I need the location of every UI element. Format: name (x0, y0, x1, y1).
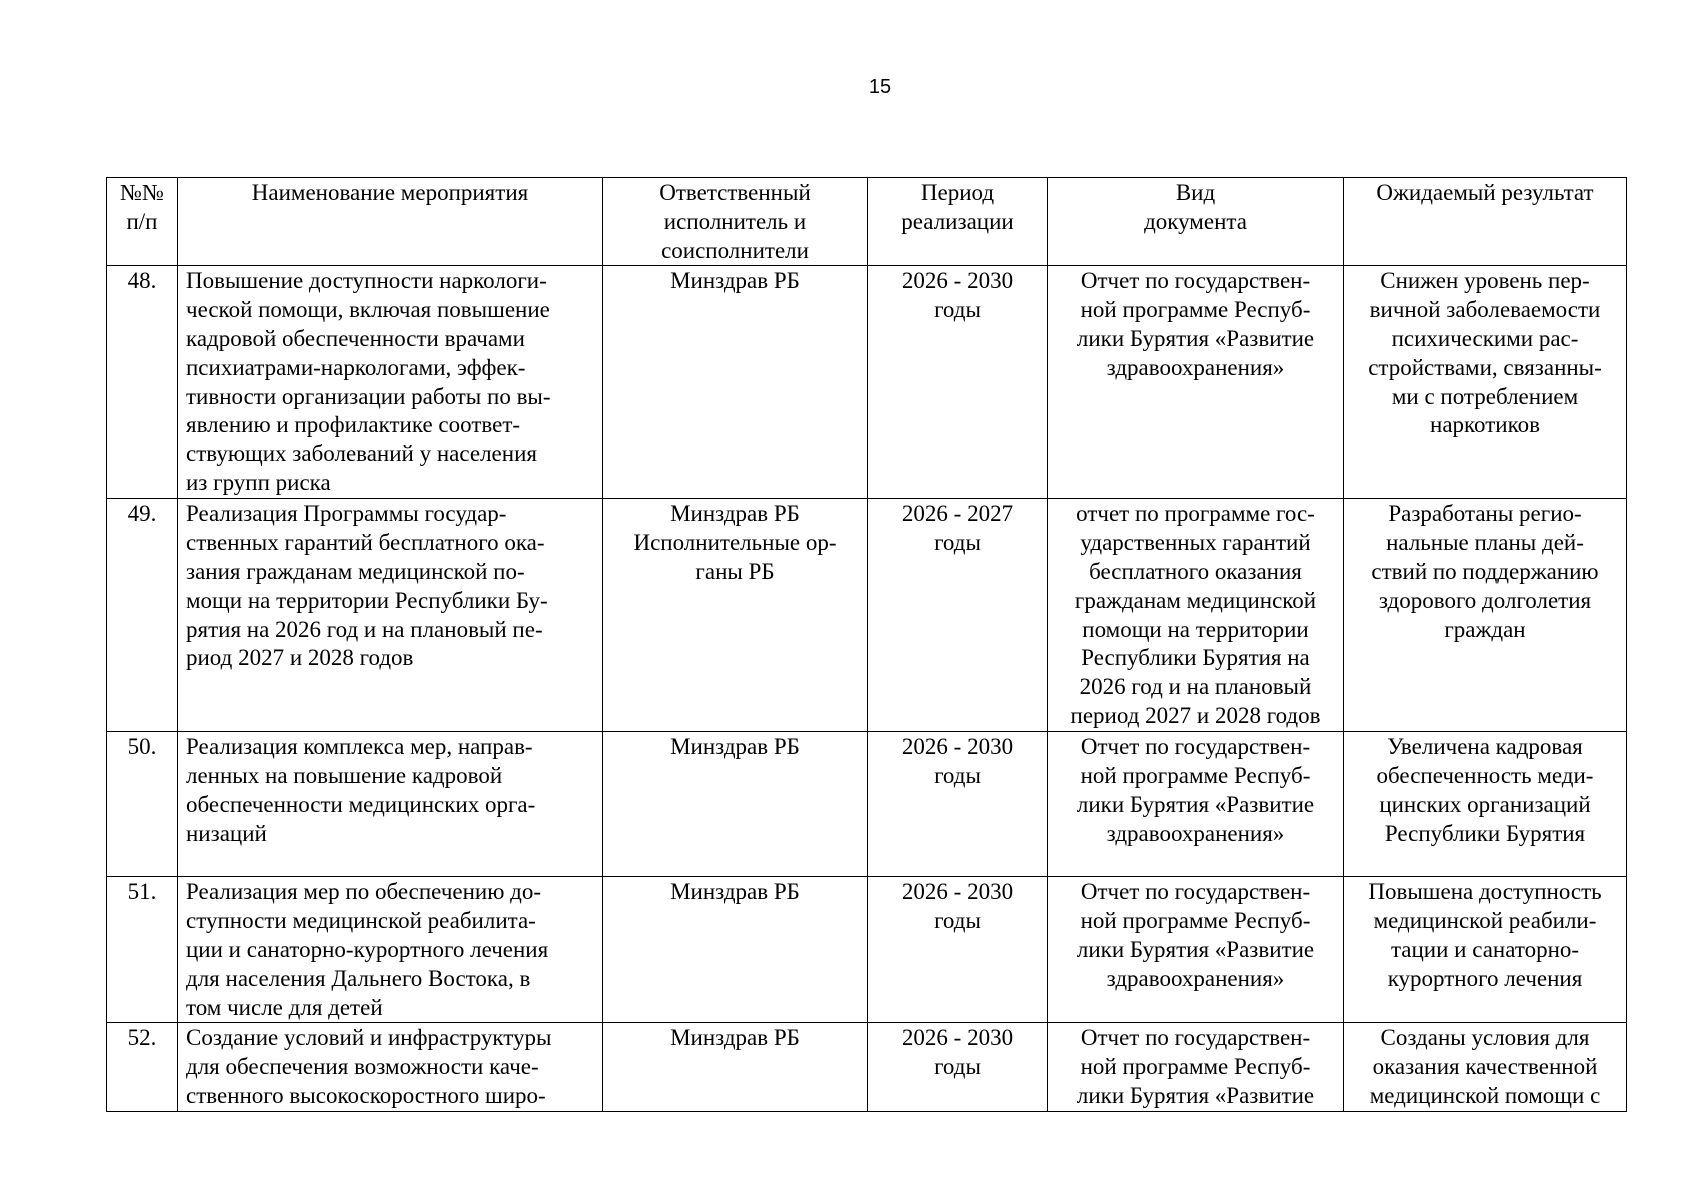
row-result: Созданы условия для оказания качественной медицинской помощи с (1344, 1023, 1627, 1111)
row-document: Отчет по государствен- ной программе Респуб- лики Бурятия «Развитие (1048, 1023, 1344, 1111)
row-result: Снижен уровень пер- вичной заболеваемости психическими рас- стройствами, связанны- ми с потреблением наркотиков (1344, 266, 1627, 499)
row-result: Повышена доступность медицинской реабили- тации и санаторно- курортного лечения (1344, 877, 1627, 1023)
row-period: 2026 - 2027 годы (868, 499, 1048, 732)
table-row (107, 266, 1627, 499)
row-num: 50. (107, 732, 178, 877)
row-name: Реализация Программы государ- ственных гарантий бесплатного ока- зания гражданам медицинской по- мощи на территории Республики Бу- рятия на 2026 год и на плановый пе- риод 2027 и 2028 годов (178, 499, 603, 732)
table-row (107, 877, 1627, 1023)
row-num: 51. (107, 877, 178, 1023)
row-name: Создание условий и инфраструктуры для обеспечения возможности каче- ственного высокоскоростного широ- (178, 1023, 603, 1111)
activities-table (106, 177, 1627, 1112)
row-document: отчет по программе гос- ударственных гарантий бесплатного оказания гражданам медицинской помощи на территории Республики Бурятия на 2026 год и на плановый период 2027 и 2028 годов (1048, 499, 1344, 732)
table-row (107, 732, 1627, 877)
table-row (107, 1023, 1627, 1111)
header-responsible: Ответственный исполнитель и соисполнители (603, 178, 868, 266)
page-number: 15 (868, 76, 892, 98)
row-period: 2026 - 2030 годы (868, 732, 1048, 877)
row-document: Отчет по государствен- ной программе Респуб- лики Бурятия «Развитие здравоохранения» (1048, 877, 1344, 1023)
row-name: Повышение доступности наркологи- ческой помощи, включая повышение кадровой обеспеченности врачами психиатрами-наркологами, эффек- тивности организации работы по вы- явлению и профилактике соответ- ствующих заболеваний у населения из групп риска (178, 266, 603, 499)
row-document: Отчет по государствен- ной программе Респуб- лики Бурятия «Развитие здравоохранения» (1048, 266, 1344, 499)
row-result: Увеличена кадровая обеспеченность меди- цинских организаций Республики Бурятия (1344, 732, 1627, 877)
row-responsible: Минздрав РБ (603, 877, 868, 1023)
row-responsible: Минздрав РБ (603, 266, 868, 499)
row-period: 2026 - 2030 годы (868, 877, 1048, 1023)
row-responsible: Минздрав РБ (603, 1023, 868, 1111)
table-row (107, 499, 1627, 732)
row-name: Реализация комплекса мер, направ- ленных на повышение кадровой обеспеченности медицинских орга- низаций (178, 732, 603, 877)
header-name: Наименование мероприятия (178, 178, 603, 266)
row-num: 52. (107, 1023, 178, 1111)
row-num: 49. (107, 499, 178, 732)
row-name: Реализация мер по обеспечению до- ступности медицинской реабилита- ции и санаторно-курортного лечения для населения Дальнего Востока, в том числе для детей (178, 877, 603, 1023)
row-document: Отчет по государствен- ной программе Респуб- лики Бурятия «Развитие здравоохранения» (1048, 732, 1344, 877)
header-result: Ожидаемый результат (1344, 178, 1627, 266)
row-period: 2026 - 2030 годы (868, 266, 1048, 499)
header-period: Период реализации (868, 178, 1048, 266)
header-document: Вид документа (1048, 178, 1344, 266)
row-num: 48. (107, 266, 178, 499)
row-responsible: Минздрав РБ (603, 732, 868, 877)
row-responsible: Минздрав РБ Исполнительные ор- ганы РБ (603, 499, 868, 732)
row-period: 2026 - 2030 годы (868, 1023, 1048, 1111)
table-header-row (107, 178, 1627, 266)
header-num: №№ п/п (107, 178, 178, 266)
row-result: Разработаны регио- нальные планы дей- ствий по поддержанию здорового долголетия граждан (1344, 499, 1627, 732)
